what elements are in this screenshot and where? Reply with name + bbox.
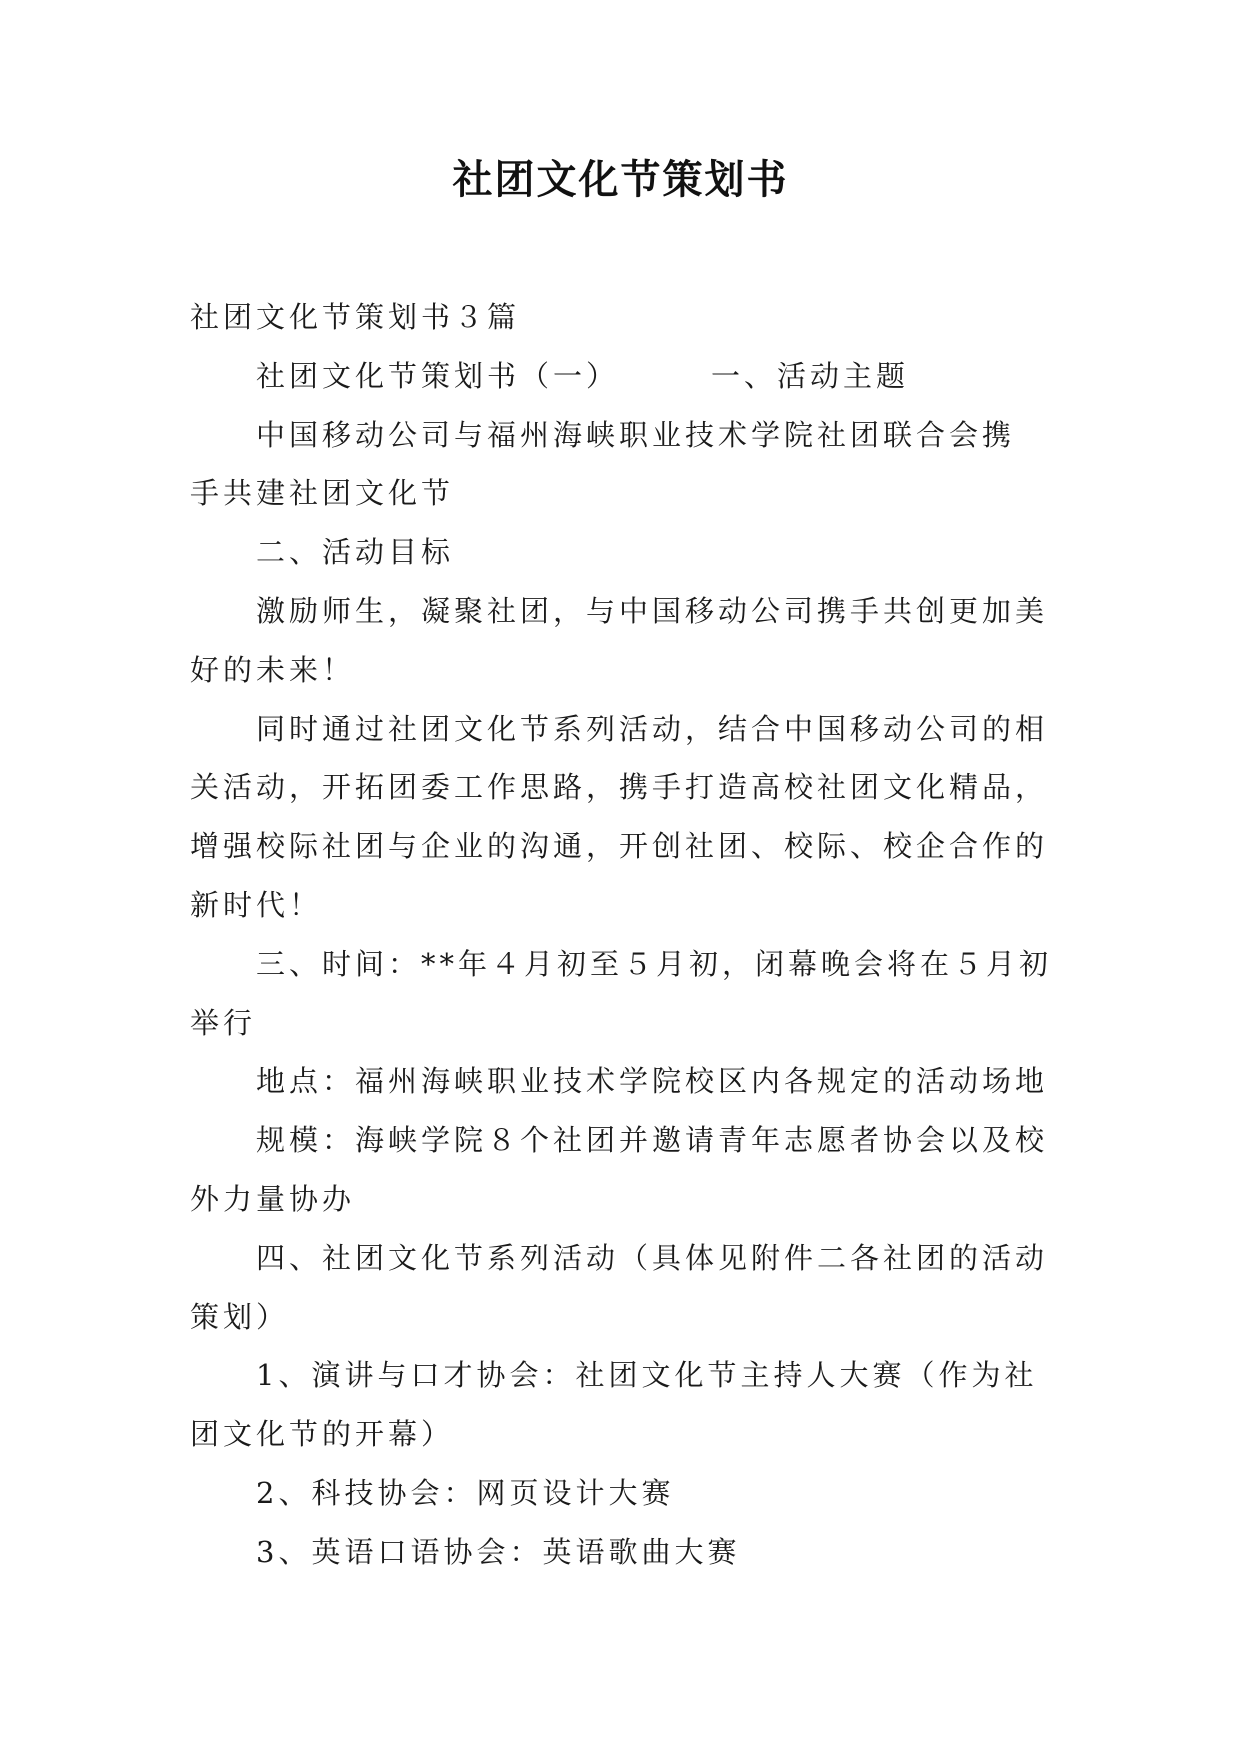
paragraph-line: 手共建社团文化节	[190, 476, 455, 511]
paragraph-line: 好的未来！	[190, 652, 356, 687]
list-item-line: 团文化节的开幕）	[190, 1417, 455, 1452]
part-one-heading: 社团文化节策划书（一）	[256, 358, 620, 393]
paragraph-line: 策划）	[190, 1299, 290, 1334]
activity-theme-heading: 一、活动主题	[711, 358, 910, 393]
paragraph-line: 规模：海峡学院８个社团并邀请青年志愿者协会以及校	[256, 1123, 1049, 1158]
paragraph-line: 举行	[190, 1005, 257, 1040]
paragraph-line: 地点：福州海峡职业技术学院校区内各规定的活动场地	[256, 1064, 1049, 1099]
paragraph-line: 激励师生，凝聚社团，与中国移动公司携手共创更加美	[256, 593, 1049, 628]
paragraph-line: 增强校际社团与企业的沟通，开创社团、校际、校企合作的	[190, 829, 1049, 864]
document-body	[190, 288, 1053, 1582]
paragraph-line: 四、社团文化节系列活动（具体见附件二各社团的活动	[256, 1240, 1049, 1275]
list-item-line: 1、演讲与口才协会：社团文化节主持人大赛（作为社	[256, 1358, 1038, 1393]
paragraph-line: 中国移动公司与福州海峡职业技术学院社团联合会携	[256, 417, 1016, 452]
section-heading-line	[190, 347, 1050, 406]
paragraph-line: 关活动，开拓团委工作思路，携手打造高校社团文化精品，	[190, 770, 1049, 805]
document-title: 社团文化节策划书	[452, 156, 789, 203]
section-heading: 二、活动目标	[256, 535, 455, 570]
list-item-line: 2、科技协会：网页设计大赛	[256, 1475, 675, 1510]
paragraph-line: 同时通过社团文化节系列活动，结合中国移动公司的相	[256, 711, 1049, 746]
paragraph-line: 外力量协办	[190, 1181, 356, 1216]
paragraph-line: 三、时间：**年４月初至５月初，闭幕晚会将在５月初	[256, 946, 1053, 981]
list-item-line: 3、英语口语协会：英语歌曲大赛	[256, 1534, 741, 1569]
subtitle-line: 社团文化节策划书３篇	[190, 300, 521, 334]
paragraph-line: 新时代！	[190, 887, 323, 922]
